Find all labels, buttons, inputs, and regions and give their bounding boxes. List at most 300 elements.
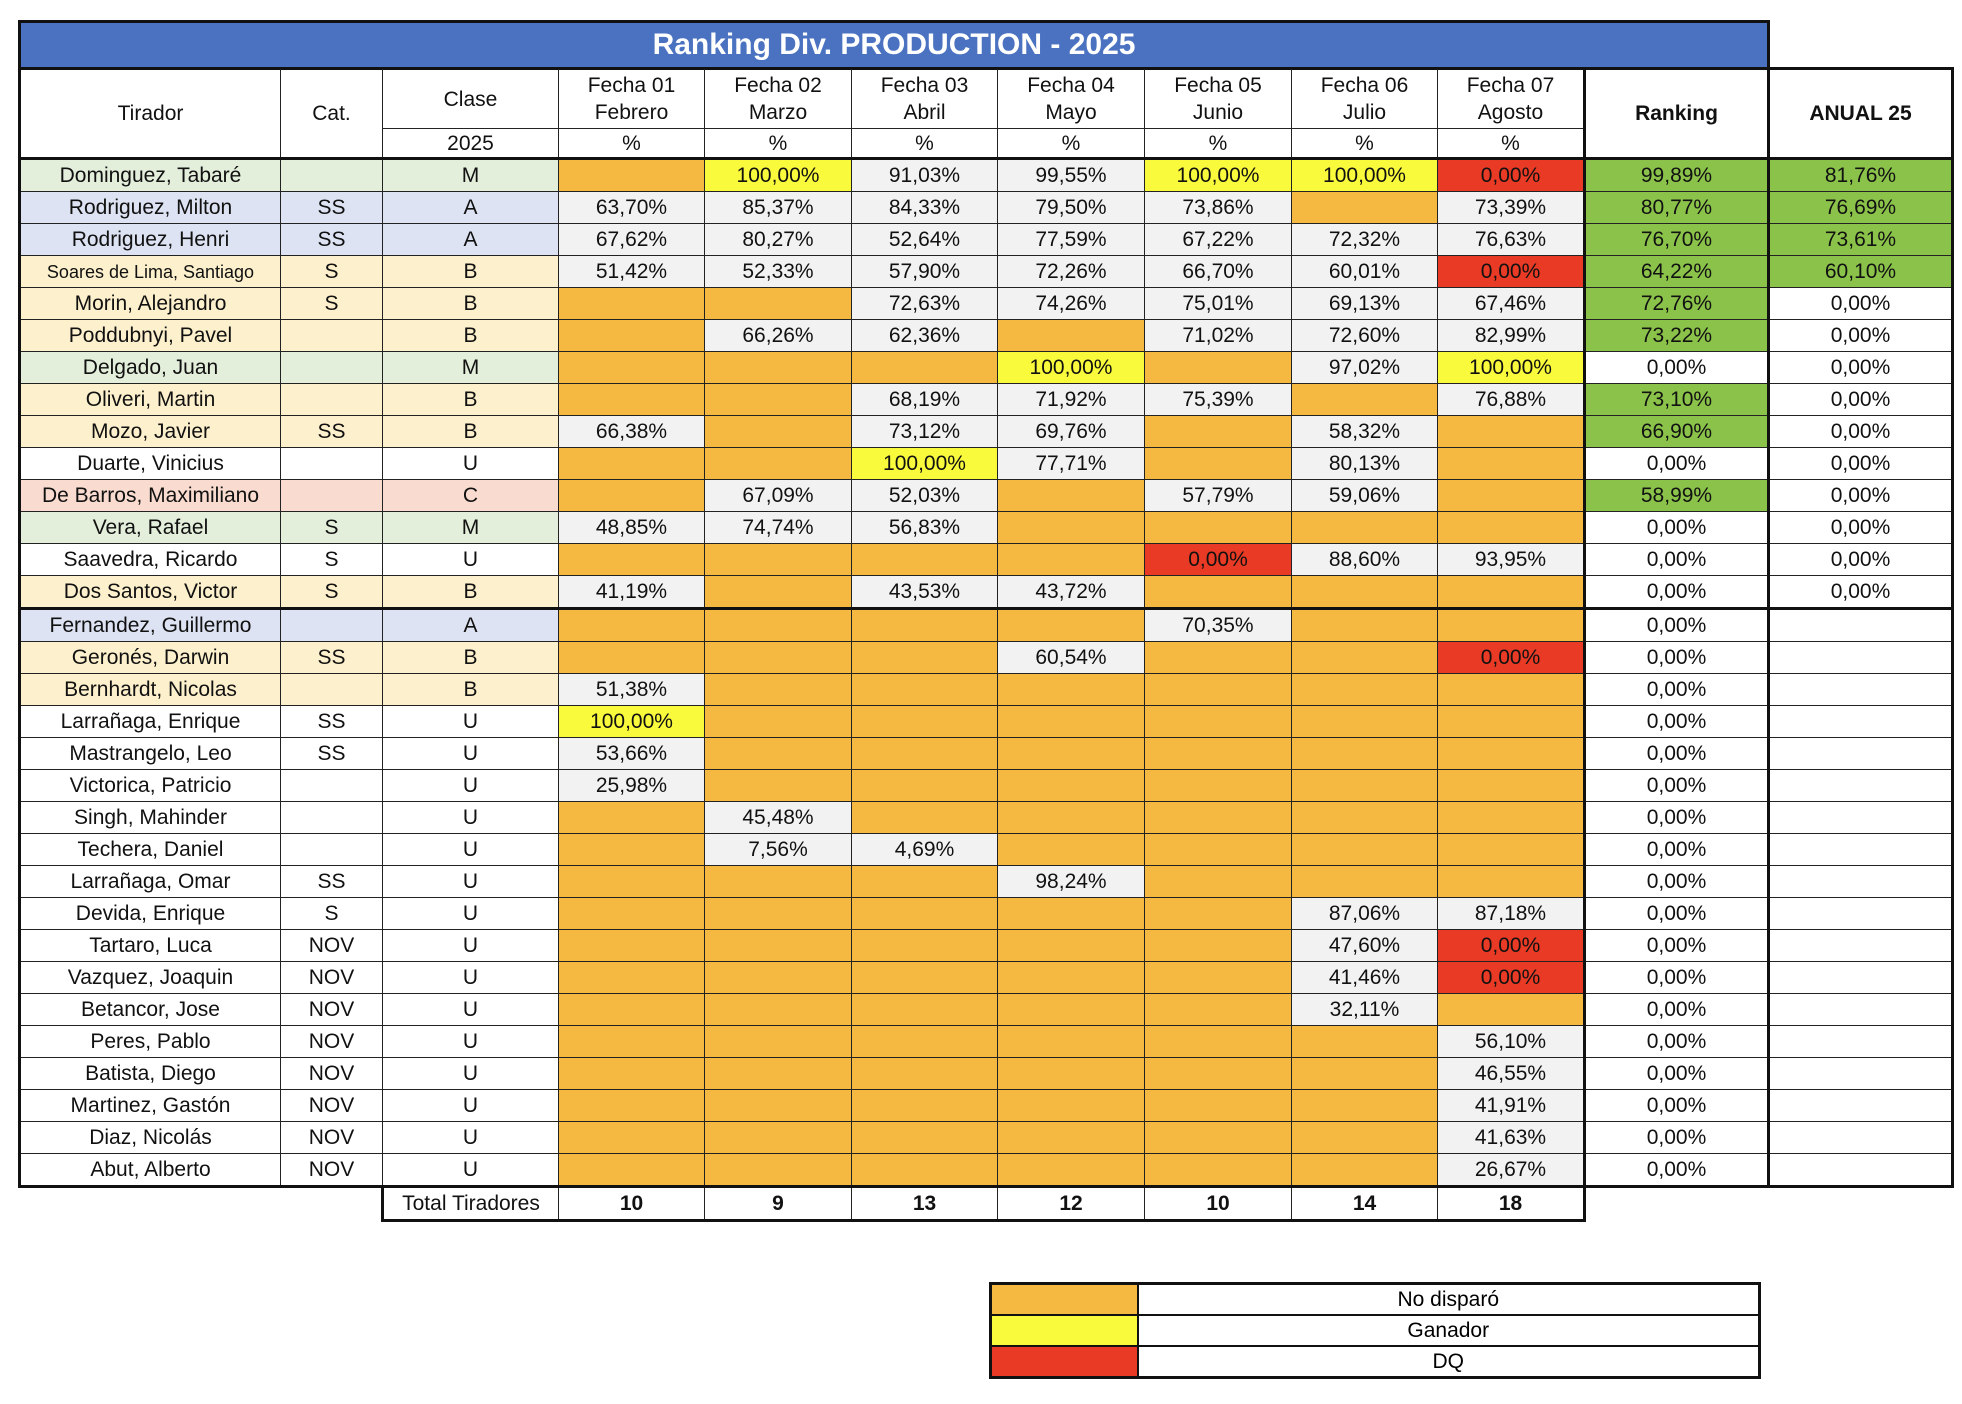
shooter-name: Diaz, Nicolás (20, 1122, 281, 1154)
table-row (20, 866, 1953, 898)
table-row (20, 544, 1953, 576)
ranking-value: 0,00% (1585, 1026, 1769, 1058)
score-fecha-7 (1438, 994, 1585, 1026)
score-fecha-1 (559, 609, 705, 642)
table-row (20, 1058, 1953, 1090)
total-fecha-1: 10 (559, 1187, 705, 1221)
shooter-name: Dominguez, Tabaré (20, 159, 281, 192)
score-fecha-6: 100,00% (1292, 159, 1438, 192)
anual-value: 60,10% (1769, 256, 1953, 288)
header-percent-3: % (852, 129, 998, 159)
ranking-value: 58,99% (1585, 480, 1769, 512)
table-row (20, 1026, 1953, 1058)
ranking-value: 76,70% (1585, 224, 1769, 256)
header-percent-7: % (1438, 129, 1585, 159)
score-fecha-4 (998, 1058, 1145, 1090)
score-fecha-1: 48,85% (559, 512, 705, 544)
shooter-name: Morin, Alejandro (20, 288, 281, 320)
score-fecha-5 (1145, 834, 1292, 866)
ranking-value: 0,00% (1585, 512, 1769, 544)
score-fecha-4 (998, 898, 1145, 930)
anual-value (1769, 1122, 1953, 1154)
legend-swatch (991, 1315, 1138, 1346)
shooter-name: Vazquez, Joaquin (20, 962, 281, 994)
shooter-clase: U (383, 1026, 559, 1058)
shooter-cat: SS (281, 866, 383, 898)
score-fecha-7: 0,00% (1438, 642, 1585, 674)
ranking-value: 0,00% (1585, 544, 1769, 576)
score-fecha-6 (1292, 1058, 1438, 1090)
shooter-cat: NOV (281, 994, 383, 1026)
score-fecha-3 (852, 674, 998, 706)
score-fecha-4 (998, 834, 1145, 866)
ranking-value: 0,00% (1585, 609, 1769, 642)
score-fecha-1: 51,38% (559, 674, 705, 706)
score-fecha-4: 79,50% (998, 192, 1145, 224)
shooter-cat (281, 770, 383, 802)
ranking-value: 80,77% (1585, 192, 1769, 224)
ranking-value: 0,00% (1585, 1058, 1769, 1090)
score-fecha-5: 73,86% (1145, 192, 1292, 224)
score-fecha-5 (1145, 1026, 1292, 1058)
score-fecha-2 (705, 288, 852, 320)
header-fecha-month: Febrero (594, 101, 669, 124)
shooter-name: Victorica, Patricio (20, 770, 281, 802)
score-fecha-6: 80,13% (1292, 448, 1438, 480)
score-fecha-7: 76,63% (1438, 224, 1585, 256)
score-fecha-2 (705, 1090, 852, 1122)
header-fecha-3 (852, 69, 998, 129)
score-fecha-3 (852, 1026, 998, 1058)
shooter-cat (281, 384, 383, 416)
score-fecha-4 (998, 674, 1145, 706)
score-fecha-3 (852, 1154, 998, 1187)
shooter-cat: SS (281, 192, 383, 224)
shooter-cat: NOV (281, 1154, 383, 1187)
ranking-value: 0,00% (1585, 1154, 1769, 1187)
shooter-cat: S (281, 288, 383, 320)
table-row (20, 674, 1953, 706)
score-fecha-6: 87,06% (1292, 898, 1438, 930)
score-fecha-5 (1145, 352, 1292, 384)
header-fecha-month: Mayo (1045, 101, 1097, 124)
anual-value: 0,00% (1769, 576, 1953, 609)
total-fecha-7: 18 (1438, 1187, 1585, 1221)
score-fecha-4: 77,59% (998, 224, 1145, 256)
anual-value (1769, 930, 1953, 962)
score-fecha-7 (1438, 866, 1585, 898)
score-fecha-7: 0,00% (1438, 930, 1585, 962)
score-fecha-6: 72,32% (1292, 224, 1438, 256)
shooter-clase: U (383, 1154, 559, 1187)
shooter-name: Betancor, Jose (20, 994, 281, 1026)
score-fecha-7: 0,00% (1438, 159, 1585, 192)
shooter-cat: SS (281, 738, 383, 770)
score-fecha-6 (1292, 512, 1438, 544)
score-fecha-5 (1145, 642, 1292, 674)
ranking-value: 72,76% (1585, 288, 1769, 320)
shooter-clase: U (383, 866, 559, 898)
score-fecha-5 (1145, 994, 1292, 1026)
ranking-value: 64,22% (1585, 256, 1769, 288)
shooter-clase: U (383, 994, 559, 1026)
score-fecha-5 (1145, 576, 1292, 609)
score-fecha-1 (559, 930, 705, 962)
anual-value: 0,00% (1769, 448, 1953, 480)
shooter-clase: M (383, 512, 559, 544)
score-fecha-5: 75,01% (1145, 288, 1292, 320)
score-fecha-4 (998, 930, 1145, 962)
shooter-cat: S (281, 544, 383, 576)
legend-label: No disparó (1138, 1284, 1760, 1316)
shooter-cat: SS (281, 642, 383, 674)
header-percent-1: % (559, 129, 705, 159)
table-row (20, 738, 1953, 770)
score-fecha-3 (852, 962, 998, 994)
table-row (20, 288, 1953, 320)
total-fecha-2: 9 (705, 1187, 852, 1221)
header-fecha-4 (998, 69, 1145, 129)
score-fecha-2 (705, 416, 852, 448)
header-fecha-1 (559, 69, 705, 129)
score-fecha-1 (559, 642, 705, 674)
score-fecha-7: 0,00% (1438, 256, 1585, 288)
score-fecha-3: 91,03% (852, 159, 998, 192)
shooter-clase: U (383, 448, 559, 480)
table-row (20, 480, 1953, 512)
shooter-clase: B (383, 674, 559, 706)
score-fecha-3 (852, 544, 998, 576)
score-fecha-2 (705, 1122, 852, 1154)
shooter-clase: U (383, 706, 559, 738)
score-fecha-6 (1292, 1122, 1438, 1154)
score-fecha-7 (1438, 674, 1585, 706)
score-fecha-4 (998, 1154, 1145, 1187)
header-percent-4: % (998, 129, 1145, 159)
anual-value: 76,69% (1769, 192, 1953, 224)
score-fecha-5: 100,00% (1145, 159, 1292, 192)
score-fecha-1 (559, 802, 705, 834)
ranking-value: 73,10% (1585, 384, 1769, 416)
score-fecha-3: 62,36% (852, 320, 998, 352)
table-row (20, 448, 1953, 480)
shooter-cat: S (281, 512, 383, 544)
score-fecha-6 (1292, 1090, 1438, 1122)
anual-value (1769, 962, 1953, 994)
score-fecha-3 (852, 738, 998, 770)
legend-item (991, 1284, 1760, 1316)
title-blank (1769, 22, 1953, 69)
score-fecha-6 (1292, 706, 1438, 738)
score-fecha-2 (705, 448, 852, 480)
score-fecha-6 (1292, 738, 1438, 770)
ranking-value: 0,00% (1585, 962, 1769, 994)
score-fecha-4 (998, 1026, 1145, 1058)
score-fecha-6: 69,13% (1292, 288, 1438, 320)
shooter-clase: B (383, 642, 559, 674)
anual-value: 73,61% (1769, 224, 1953, 256)
shooter-cat (281, 609, 383, 642)
score-fecha-3: 84,33% (852, 192, 998, 224)
score-fecha-6 (1292, 576, 1438, 609)
anual-value: 0,00% (1769, 416, 1953, 448)
ranking-sheet (18, 20, 1954, 1222)
score-fecha-4: 98,24% (998, 866, 1145, 898)
header-fecha-month: Junio (1192, 101, 1244, 124)
shooter-clase: B (383, 416, 559, 448)
header-fecha-number: Fecha 06 (1320, 74, 1409, 97)
score-fecha-4: 43,72% (998, 576, 1145, 609)
score-fecha-3: 100,00% (852, 448, 998, 480)
score-fecha-7 (1438, 512, 1585, 544)
table-row (20, 770, 1953, 802)
shooter-clase: U (383, 1058, 559, 1090)
table-row (20, 962, 1953, 994)
score-fecha-2: 74,74% (705, 512, 852, 544)
shooter-name: Soares de Lima, Santiago (20, 256, 281, 288)
score-fecha-5: 66,70% (1145, 256, 1292, 288)
anual-value (1769, 738, 1953, 770)
total-fecha-6: 14 (1292, 1187, 1438, 1221)
score-fecha-5 (1145, 898, 1292, 930)
ranking-value: 0,00% (1585, 738, 1769, 770)
table-row (20, 1090, 1953, 1122)
score-fecha-1 (559, 994, 705, 1026)
total-fecha-4: 12 (998, 1187, 1145, 1221)
ranking-value: 0,00% (1585, 1090, 1769, 1122)
header-fecha-number: Fecha 05 (1174, 74, 1262, 97)
score-fecha-2 (705, 609, 852, 642)
score-fecha-4 (998, 1122, 1145, 1154)
header-tirador: Tirador (20, 69, 281, 159)
shooter-name: Devida, Enrique (20, 898, 281, 930)
score-fecha-6 (1292, 770, 1438, 802)
header-percent-2: % (705, 129, 852, 159)
score-fecha-6 (1292, 1154, 1438, 1187)
shooter-cat: SS (281, 706, 383, 738)
shooter-cat (281, 320, 383, 352)
score-fecha-2 (705, 994, 852, 1026)
shooter-cat (281, 352, 383, 384)
score-fecha-1 (559, 1026, 705, 1058)
legend-swatch (991, 1284, 1138, 1316)
shooter-cat (281, 159, 383, 192)
score-fecha-1 (559, 1090, 705, 1122)
header-anual: ANUAL 25 (1769, 69, 1953, 159)
shooter-clase: A (383, 224, 559, 256)
score-fecha-5 (1145, 448, 1292, 480)
score-fecha-4 (998, 512, 1145, 544)
shooter-name: Geronés, Darwin (20, 642, 281, 674)
score-fecha-2 (705, 1026, 852, 1058)
score-fecha-6 (1292, 802, 1438, 834)
score-fecha-3 (852, 866, 998, 898)
score-fecha-4 (998, 962, 1145, 994)
header-fecha-5 (1145, 69, 1292, 129)
score-fecha-3 (852, 642, 998, 674)
score-fecha-4: 72,26% (998, 256, 1145, 288)
score-fecha-5 (1145, 1122, 1292, 1154)
score-fecha-2: 80,27% (705, 224, 852, 256)
anual-value (1769, 1058, 1953, 1090)
score-fecha-1 (559, 480, 705, 512)
table-row (20, 320, 1953, 352)
shooter-cat (281, 802, 383, 834)
header-clase: Clase (383, 69, 559, 129)
score-fecha-4: 77,71% (998, 448, 1145, 480)
score-fecha-1 (559, 834, 705, 866)
anual-value (1769, 898, 1953, 930)
anual-value: 0,00% (1769, 384, 1953, 416)
ranking-value: 0,00% (1585, 352, 1769, 384)
score-fecha-1 (559, 320, 705, 352)
shooter-cat: SS (281, 416, 383, 448)
score-fecha-3: 56,83% (852, 512, 998, 544)
header-cat: Cat. (281, 69, 383, 159)
shooter-cat: SS (281, 224, 383, 256)
score-fecha-4 (998, 1090, 1145, 1122)
score-fecha-3 (852, 609, 998, 642)
shooter-clase: U (383, 770, 559, 802)
score-fecha-1 (559, 866, 705, 898)
score-fecha-7: 56,10% (1438, 1026, 1585, 1058)
score-fecha-2 (705, 1154, 852, 1187)
score-fecha-1 (559, 1058, 705, 1090)
score-fecha-4: 71,92% (998, 384, 1145, 416)
score-fecha-5 (1145, 930, 1292, 962)
table-row (20, 930, 1953, 962)
table-row (20, 512, 1953, 544)
score-fecha-3 (852, 770, 998, 802)
score-fecha-1: 100,00% (559, 706, 705, 738)
score-fecha-2 (705, 576, 852, 609)
score-fecha-2: 7,56% (705, 834, 852, 866)
ranking-value: 0,00% (1585, 674, 1769, 706)
ranking-value: 0,00% (1585, 930, 1769, 962)
score-fecha-2 (705, 544, 852, 576)
shooter-name: Fernandez, Guillermo (20, 609, 281, 642)
score-fecha-5 (1145, 770, 1292, 802)
score-fecha-7: 73,39% (1438, 192, 1585, 224)
totals-blank (20, 1187, 383, 1221)
score-fecha-6: 88,60% (1292, 544, 1438, 576)
score-fecha-1 (559, 1154, 705, 1187)
anual-value (1769, 1026, 1953, 1058)
score-fecha-3 (852, 1058, 998, 1090)
score-fecha-1 (559, 898, 705, 930)
shooter-name: Delgado, Juan (20, 352, 281, 384)
header-fecha-month: Abril (903, 101, 946, 124)
anual-value: 0,00% (1769, 352, 1953, 384)
score-fecha-7 (1438, 706, 1585, 738)
score-fecha-3: 52,03% (852, 480, 998, 512)
score-fecha-3 (852, 1122, 998, 1154)
shooter-name: Rodriguez, Henri (20, 224, 281, 256)
score-fecha-7: 100,00% (1438, 352, 1585, 384)
score-fecha-4: 69,76% (998, 416, 1145, 448)
score-fecha-7: 0,00% (1438, 962, 1585, 994)
shooter-name: Poddubnyi, Pavel (20, 320, 281, 352)
shooter-name: Martinez, Gastón (20, 1090, 281, 1122)
score-fecha-7 (1438, 738, 1585, 770)
score-fecha-7: 41,91% (1438, 1090, 1585, 1122)
ranking-table (18, 20, 1954, 1222)
shooter-name: Abut, Alberto (20, 1154, 281, 1187)
score-fecha-4: 99,55% (998, 159, 1145, 192)
anual-value (1769, 674, 1953, 706)
score-fecha-4: 60,54% (998, 642, 1145, 674)
shooter-name: Rodriguez, Milton (20, 192, 281, 224)
shooter-name: Duarte, Vinicius (20, 448, 281, 480)
shooter-clase: M (383, 159, 559, 192)
ranking-value: 0,00% (1585, 898, 1769, 930)
header-fecha-number: Fecha 04 (1027, 74, 1115, 97)
header-fecha-month: Julio (1342, 101, 1387, 124)
score-fecha-5 (1145, 416, 1292, 448)
shooter-clase: U (383, 802, 559, 834)
score-fecha-7: 93,95% (1438, 544, 1585, 576)
score-fecha-7 (1438, 416, 1585, 448)
anual-value (1769, 1090, 1953, 1122)
header-percent-6: % (1292, 129, 1438, 159)
total-fecha-3: 13 (852, 1187, 998, 1221)
score-fecha-1 (559, 352, 705, 384)
score-fecha-3: 4,69% (852, 834, 998, 866)
score-fecha-6: 59,06% (1292, 480, 1438, 512)
score-fecha-2: 67,09% (705, 480, 852, 512)
score-fecha-5: 0,00% (1145, 544, 1292, 576)
score-fecha-6: 41,46% (1292, 962, 1438, 994)
score-fecha-1: 51,42% (559, 256, 705, 288)
anual-value (1769, 609, 1953, 642)
header-clase-year: 2025 (383, 129, 559, 159)
shooter-cat: NOV (281, 1122, 383, 1154)
header-fecha-month: Marzo (748, 101, 808, 124)
shooter-name: Singh, Mahinder (20, 802, 281, 834)
score-fecha-7 (1438, 448, 1585, 480)
total-fecha-5: 10 (1145, 1187, 1292, 1221)
score-fecha-5 (1145, 1058, 1292, 1090)
score-fecha-1: 66,38% (559, 416, 705, 448)
score-fecha-5: 67,22% (1145, 224, 1292, 256)
legend (989, 1282, 1761, 1379)
ranking-value: 0,00% (1585, 706, 1769, 738)
score-fecha-6 (1292, 834, 1438, 866)
shooter-clase: M (383, 352, 559, 384)
score-fecha-3 (852, 930, 998, 962)
score-fecha-3 (852, 1090, 998, 1122)
score-fecha-7 (1438, 576, 1585, 609)
score-fecha-7: 76,88% (1438, 384, 1585, 416)
shooter-cat (281, 674, 383, 706)
ranking-value: 0,00% (1585, 770, 1769, 802)
page-title: Ranking Div. PRODUCTION - 2025 (20, 22, 1769, 69)
score-fecha-3: 72,63% (852, 288, 998, 320)
shooter-name: Oliveri, Martin (20, 384, 281, 416)
score-fecha-1 (559, 448, 705, 480)
score-fecha-6: 58,32% (1292, 416, 1438, 448)
table-row (20, 834, 1953, 866)
score-fecha-4 (998, 544, 1145, 576)
ranking-value: 0,00% (1585, 576, 1769, 609)
score-fecha-6 (1292, 674, 1438, 706)
shooter-clase: U (383, 834, 559, 866)
score-fecha-1: 25,98% (559, 770, 705, 802)
shooter-cat (281, 834, 383, 866)
legend-item (991, 1346, 1760, 1378)
score-fecha-5 (1145, 674, 1292, 706)
shooter-clase: C (383, 480, 559, 512)
